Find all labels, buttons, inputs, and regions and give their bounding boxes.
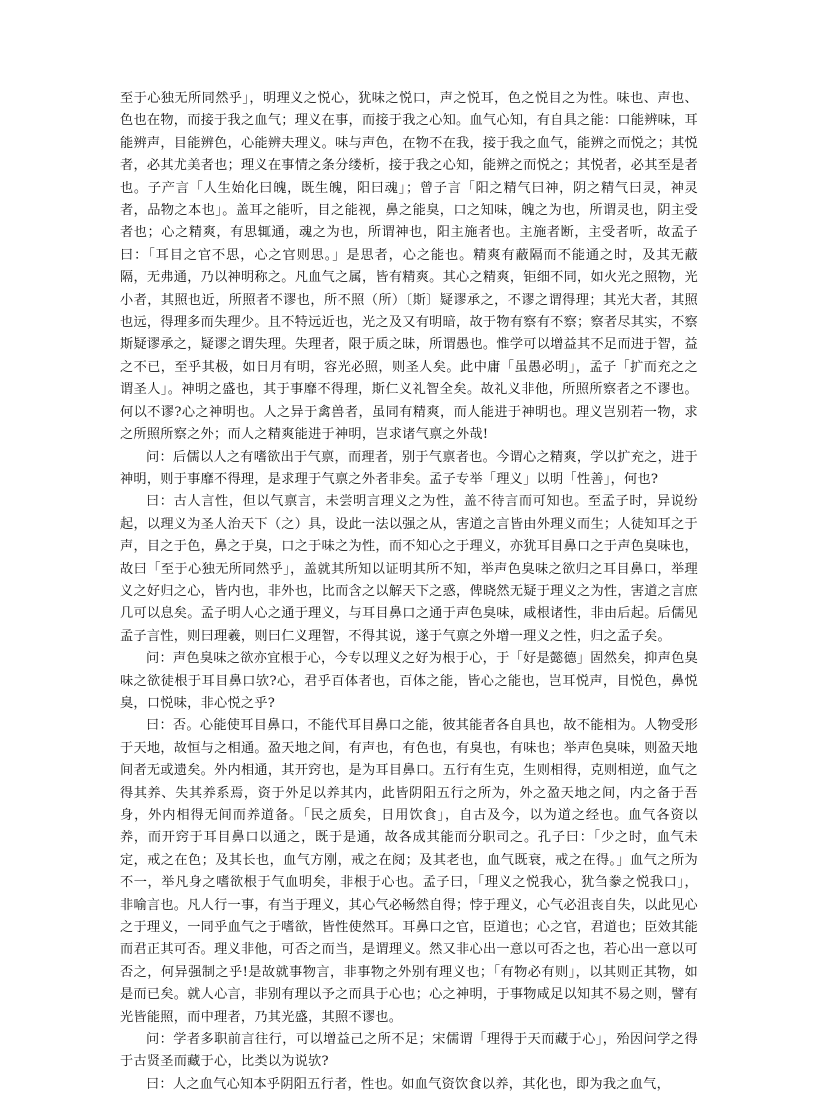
paragraph-5-answer: 曰：否。心能使耳目鼻口，不能代耳目鼻口之能，彼其能者各自具也，故不能相为。人物受形于天地，故恒与之相通。盈天地之间，有声也，有色也，有臭也，有味也；举声色臭味，则盈天地间者无或遗矣。外内相通，其开窍也，是为耳目鼻口。五行有生克，生则相得，克则相逆，血气之得其养、失其养系焉，资于外足以养其内，此皆阴阳五行之所为，外之盈天地之间，内之备于吾身，外内相得无间而养道备。「民之质矣，日用饮食」，自古及今，以为道之经也。血气各资以养，而开窍于耳目鼻口以通之，既于是通，故各成其能而分职司之。孔子曰：「少之时，血气未定，戒之在色；及其长也，血气方刚，戒之在阋；及其老也，血气既衰，戒之在得。」血气之所为不一，举凡身之嗜欲根于气血明矣，非根于心也。孟子曰，「理义之悦我心，犹刍豢之悦我口」，非喻言也。凡人行一事，有当于理义，其心气必畅然自得；悖于理义，心气必沮丧自失，以此见心之于理义，一同乎血气之于嗜欲，皆性使然耳。耳鼻口之官，臣道也；心之官，君道也；臣效其能而君正其可否。理义非他，可否之而当，是谓理义。然又非心出一意以可否之也，若心出一意以可否之，何异强制之乎!是故就事物言，非事物之外别有理义也；「有物必有则」，以其则正其物，如是而已矣。就人心言，非别有理以予之而具于心也；心之神明，于事物咸足以知其不易之则，譬有光皆能照，而中理者，乃其光盛，其照不谬也。 xyxy=(120,718,698,1025)
paragraph-3-answer: 曰：古人言性，但以气禀言，未尝明言理义之为性，盖不待言而可知也。至孟子时，异说纷起，以理义为圣人治天下（之）具，设此一法以强之从，害道之言皆由外理义而生；人徒知耳之于声，目之于色，鼻之于臭，口之于味之为性，而不知心之于理义，亦犹耳目鼻口之于声色臭味也，故曰「至于心独无所同然乎」，盖就其所知以证明其所不知，举声色臭味之欲归之耳目鼻口，举理义之好归之心，皆内也，非外也，比而含之以解天下之惑，俾晓然无疑于理义之为性，害道之言庶几可以息矣。孟子明人心之通于理义，与耳目鼻口之通于声色臭味，咸根诸性，非由后起。后儒见孟子言性，则曰理羲，则曰仁义理智，不得其说，遂于气禀之外增一理义之性，归之孟子矣。 xyxy=(120,494,698,644)
paragraph-4-question: 问：声色臭味之欲亦宜根于心，今专以理义之好为根于心，于「好是懿德」固然矣，抑声色臭味之欲徒根于耳目鼻口欤?心，君乎百体者也，百体之能，皆心之能也，岂耳悦声，目悦色，鼻悦臭，口悦味，非心悦之乎? xyxy=(120,651,698,711)
paragraph-1: 至于心独无所同然乎」，明理义之悦心，犹味之悦口，声之悦耳，色之悦目之为性。味也、声也、色也在物，而接于我之血气；理义在事，而接于我之心知。血气心知，有自具之能：口能辨味，耳能辨声，目能辨色，心能辨夫理义。味与声色，在物不在我，接于我之血气，能辨之而悦之；其悦者，必其尤美者也；理义在事情之条分缕析，接于我之心知，能辨之而悦之；其悦者，必其至是者也。子产言「人生始化曰魄，既生魄，阳曰魂」；曾子言「阳之精气曰神，阴之精气曰灵，神灵者，品物之本也」。盖耳之能听，目之能视，鼻之能臭，口之知味，魄之为也，所谓灵也，阴主受者也；心之精爽，有思辄通，魂之为也，所谓神也，阳主施者也。主施者断，主受者听，故孟子曰：「耳目之官不思，心之官则思。」是思者，心之能也。精爽有蔽隔而不能通之时，及其无蔽隔，无弗通，乃以神明称之。凡血气之属，皆有精爽。其心之精爽，钜细不同，如火光之照物，光小者，其照也近，所照者不谬也，所不照（所）〔斯〕疑谬承之，不谬之谓得理；其光大者，其照也远，得理多而失理少。且不特远近也，光之及又有明暗，故于物有察有不察；察者尽其实，不察斯疑谬承之，疑谬之谓失理。失理者，限于质之昧，所谓愚也。惟学可以增益其不足而进于智，益之不已，至乎其极，如日月有明，容光必照，则圣人矣。此中庸「虽愚必明」，孟子「扩而充之之谓圣人」。神明之盛也，其于事靡不得理，斯仁义礼智全矣。故礼义非他，所照所察者之不谬也。何以不谬?心之神明也。人之异于禽兽者，虽同有精爽，而人能进于神明也。理义岂别若一物，求之所照所察之外；而人之精爽能进于神明，岂求诸气禀之外哉! xyxy=(120,91,698,443)
paragraph-2-question: 问：后儒以人之有嗜欲出于气禀，而理者，别于气禀者也。今谓心之精爽，学以扩充之，进于神明，则于事靡不得理，是求理于气禀之外者非矣。孟子专举「理义」以明「性善」，何也? xyxy=(120,449,698,487)
paragraph-7-answer: 曰：人之血气心知本乎阴阳五行者，性也。如血气资饮食以养，其化也，即为我之血气， xyxy=(146,1076,671,1092)
paragraph-6-question: 问：学者多职前言往行，可以增益己之所不足；宋儒谓「理得于天而藏于心」，殆因问学之得于古贤圣而藏于心，比类以为说欤? xyxy=(120,1032,698,1070)
